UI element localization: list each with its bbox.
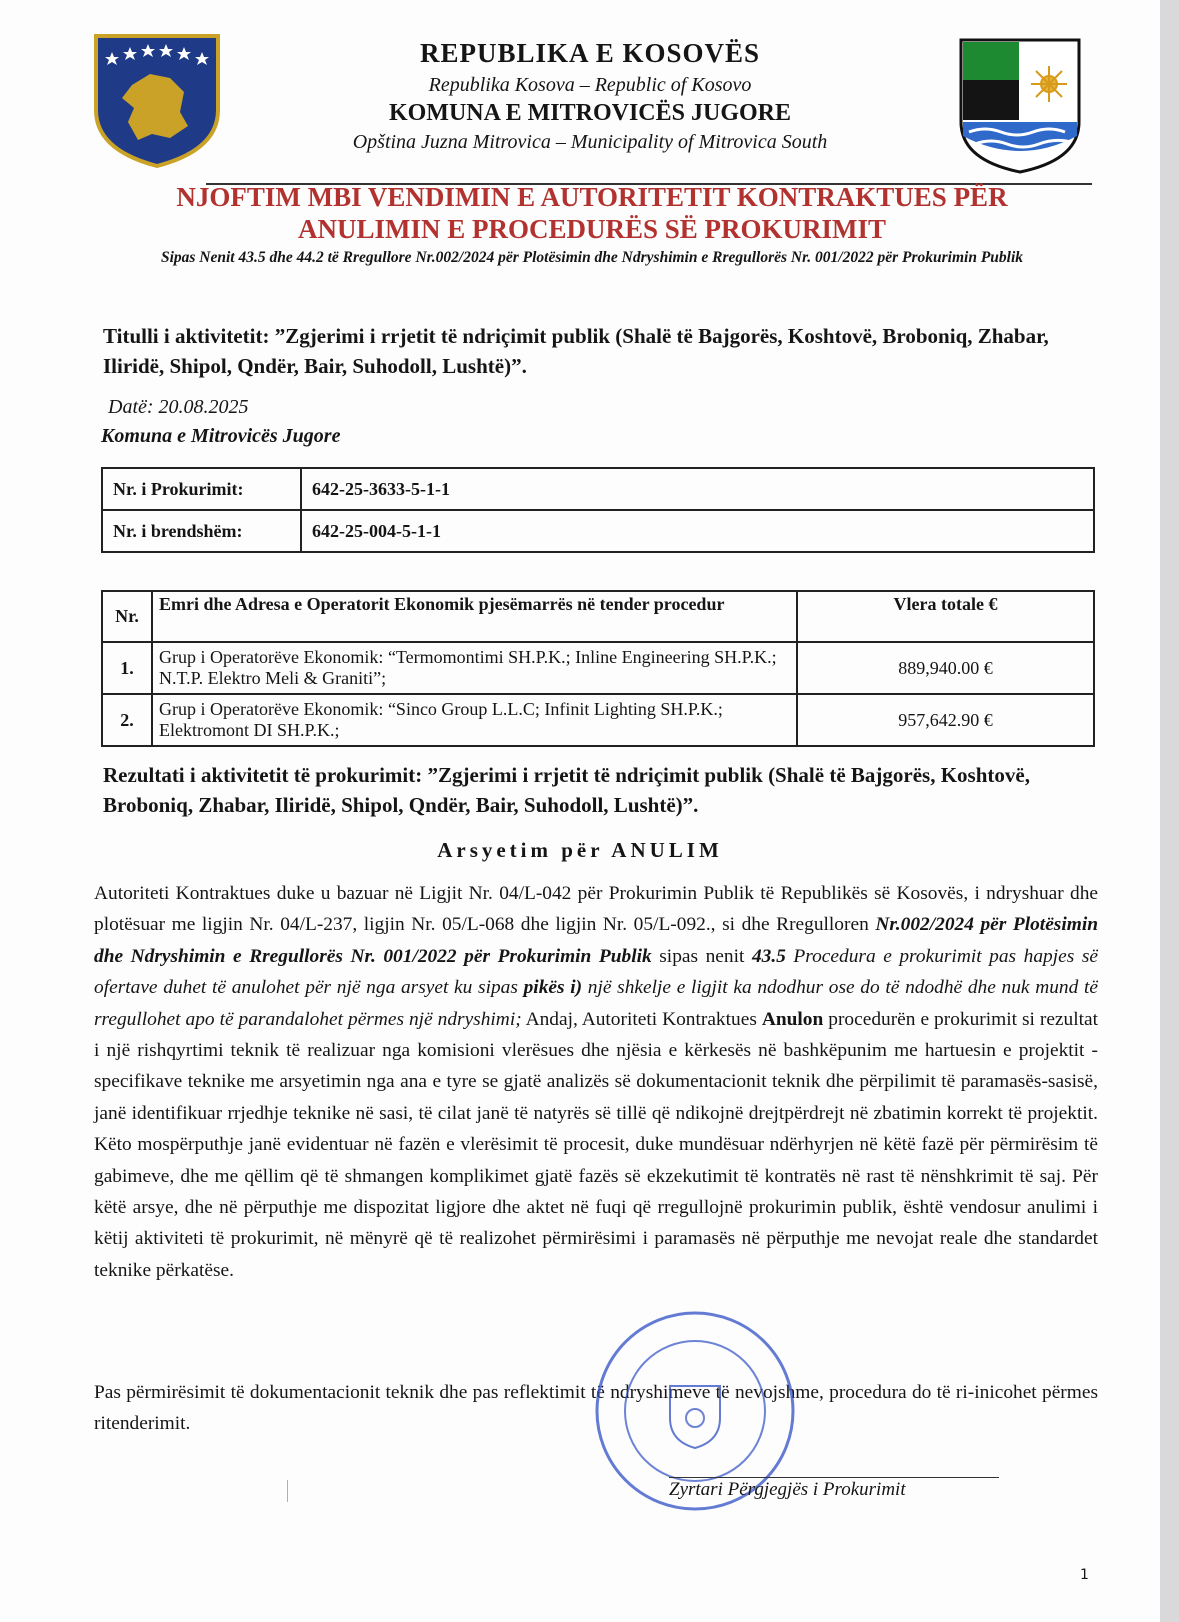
table-header-row [102, 591, 1094, 642]
text-run: Andaj, Autoriteti Kontraktues [521, 1008, 762, 1030]
table-row [102, 694, 1094, 746]
internal-number-label: Nr. i brendshëm: [102, 510, 301, 552]
notice-title-line2: ANULIMIN E PROCEDURËS SË PROKURIMIT [297, 214, 887, 244]
column-header-operator: Emri dhe Adresa e Operatorit Ekonomik pjesëmarrës në tender procedur [152, 591, 797, 642]
internal-number-value: 642-25-004-5-1-1 [301, 510, 1094, 552]
operators-table [101, 590, 1095, 747]
procurement-number-label: Nr. i Prokurimit: [102, 468, 301, 510]
page-number: 1 [1080, 1567, 1089, 1583]
column-header-nr: Nr. [102, 591, 152, 642]
text-run: sipas nenit [651, 945, 752, 967]
header-municipality: KOMUNA E MITROVICËS JUGORE [388, 100, 792, 126]
activity-title: Titulli i aktivitetit: ”Zgjerimi i rrjetit të ndriçimit publik (Shalë të Bajgorës, Koshtovë, Broboniq, Zhabar, Iliridë, Shipol, Qndër, Bair, Suhodoll, Lushtë)”. [103, 324, 1049, 378]
closing-paragraph: Pas përmirësimit të dokumentacionit teknik dhe pas reflektimit të ndryshimeve të nevojshme, procedura do të ri-inicohet përmes ritenderimit. [94, 1382, 1098, 1435]
page-edge [1160, 0, 1179, 1622]
operator-total: 889,940.00 € [797, 642, 1094, 694]
column-header-total: Vlera totale € [797, 591, 1094, 642]
operator-total: 957,642.90 € [797, 694, 1094, 746]
table-row [102, 510, 1094, 552]
procurement-table [101, 467, 1095, 553]
document-date: Datë: 20.08.2025 [108, 396, 249, 418]
text-run-article: 43.5 [751, 945, 786, 967]
scan-mark [287, 1480, 288, 1502]
table-row [102, 642, 1094, 694]
signature-line [669, 1477, 999, 1478]
text-run-point: pikës i) [523, 977, 583, 999]
activity-result: Rezultati i aktivitetit të prokurimit: ”Zgjerimi i rrjetit të ndriçimit publik (Shalë të Bajgorës, Koshtovë, Broboniq, Zhabar, Iliridë, Shipol, Qndër, Bair, Suhodoll, Lushtë)”. [103, 763, 1030, 817]
notice-title-line1: NJOFTIM MBI VENDIMIN E AUTORITETIT KONTRAKTUES PËR [176, 182, 1008, 212]
operator-name: Grup i Operatorëve Ekonomik: “Termomontimi SH.P.K.; Inline Engineering SH.P.K.; N.T.P. Elektro Meli & Graniti”; [152, 642, 797, 694]
header-country-translations: Republika Kosova – Republic of Kosovo [428, 74, 752, 96]
text-run: procedurën e prokurimit si rezultat i një rishqyrtimi teknik të realizuar nga komisioni vlerësues dhe njësia e kërkesës në bashkëpunim me hartuesin e projektit - specifikave teknike me arsyetimin nga ana e tyre se gjatë analizës së dokumentacionit teknik dhe përpilimit të paramasës-sasisë, janë identifikuar rrjedhje teknike në sasi, të cilat janë të natyrës së tillë që ndikojnë drejtpërdrejt në zbatimin korrekt të projektit. Këto mospërputhje janë evidentuar në fazën e vlerësimit të procesit, duke mundësuar ndërhyrjen në këtë fazë për përmirësim të gabimeve, dhe me qëllim që të shmangen komplikimet gjatë fazës së ekzekutimit të kontratës në rast të nënshkrimit të saj. Për këtë arsye, dhe në përputhje me dispozitat ligjore dhe aktet në fuqi që rregullojnë prokurimin publik, është vendosur anulimi i këtij aktiviteti të prokurimit, në mënyrë që të realizohet përmirësimi i paramasës në përputhje me nevojat reale dhe standardet teknike përkatëse. [94, 1008, 1098, 1281]
operator-nr: 2. [102, 694, 152, 746]
table-row [102, 468, 1094, 510]
text-run-anulon: Anulon [761, 1008, 824, 1030]
procurement-number-value: 642-25-3633-5-1-1 [301, 468, 1094, 510]
header-country: REPUBLIKA E KOSOVËS [419, 38, 761, 68]
text-run: Autoriteti Kontraktues duke u bazuar në Ligjit Nr. 04/L-042 për Prokurimin Publik të Republikës së Kosovës, i ndryshuar dhe plotësuar me ligjin Nr. 04/L-237, ligjin Nr. 05/L-068 dhe ligjin Nr. 05/L-092., si dhe Rregulloren [94, 883, 1098, 936]
reason-paragraph [94, 878, 1098, 1286]
kosovo-coat-of-arms-icon [92, 30, 222, 170]
mitrovica-emblem-icon [955, 36, 1085, 176]
operator-nr: 1. [102, 642, 152, 694]
operator-name: Grup i Operatorëve Ekonomik: “Sinco Group L.L.C; Infinit Lighting SH.P.K.; Elektromont DI SH.P.K.; [152, 694, 797, 746]
text-run: një shkelje e ligjit ka ndodhur ose do të ndodhë dhe nuk mund të rregullohet apo të parandalohet përmes një ndryshimi; [94, 977, 1099, 1030]
signature-label: Zyrtari Përgjegjës i Prokurimit [669, 1479, 906, 1500]
reason-heading: Arsyetim për ANULIM [437, 838, 723, 862]
text-run-regulation: Nr.002/2024 për Plotësimin dhe Ndryshimin e Rregullorës Nr. 001/2022 për Prokurimin Publik [94, 914, 1098, 967]
text-run: Procedura e prokurimit pas hapjes së ofertave duhet të anulohet për një nga arsyet ku sipas [94, 945, 1098, 999]
municipality-name: Komuna e Mitrovicës Jugore [101, 425, 341, 447]
legal-basis: Sipas Nenit 43.5 dhe 44.2 të Rregullore Nr.002/2024 për Plotësimin dhe Ndryshimin e Rregullorës Nr. 001/2022 për Prokurimin Publik [160, 249, 1024, 266]
header-municipality-translations: Opština Juzna Mitrovica – Municipality of Mitrovica South [352, 131, 828, 153]
